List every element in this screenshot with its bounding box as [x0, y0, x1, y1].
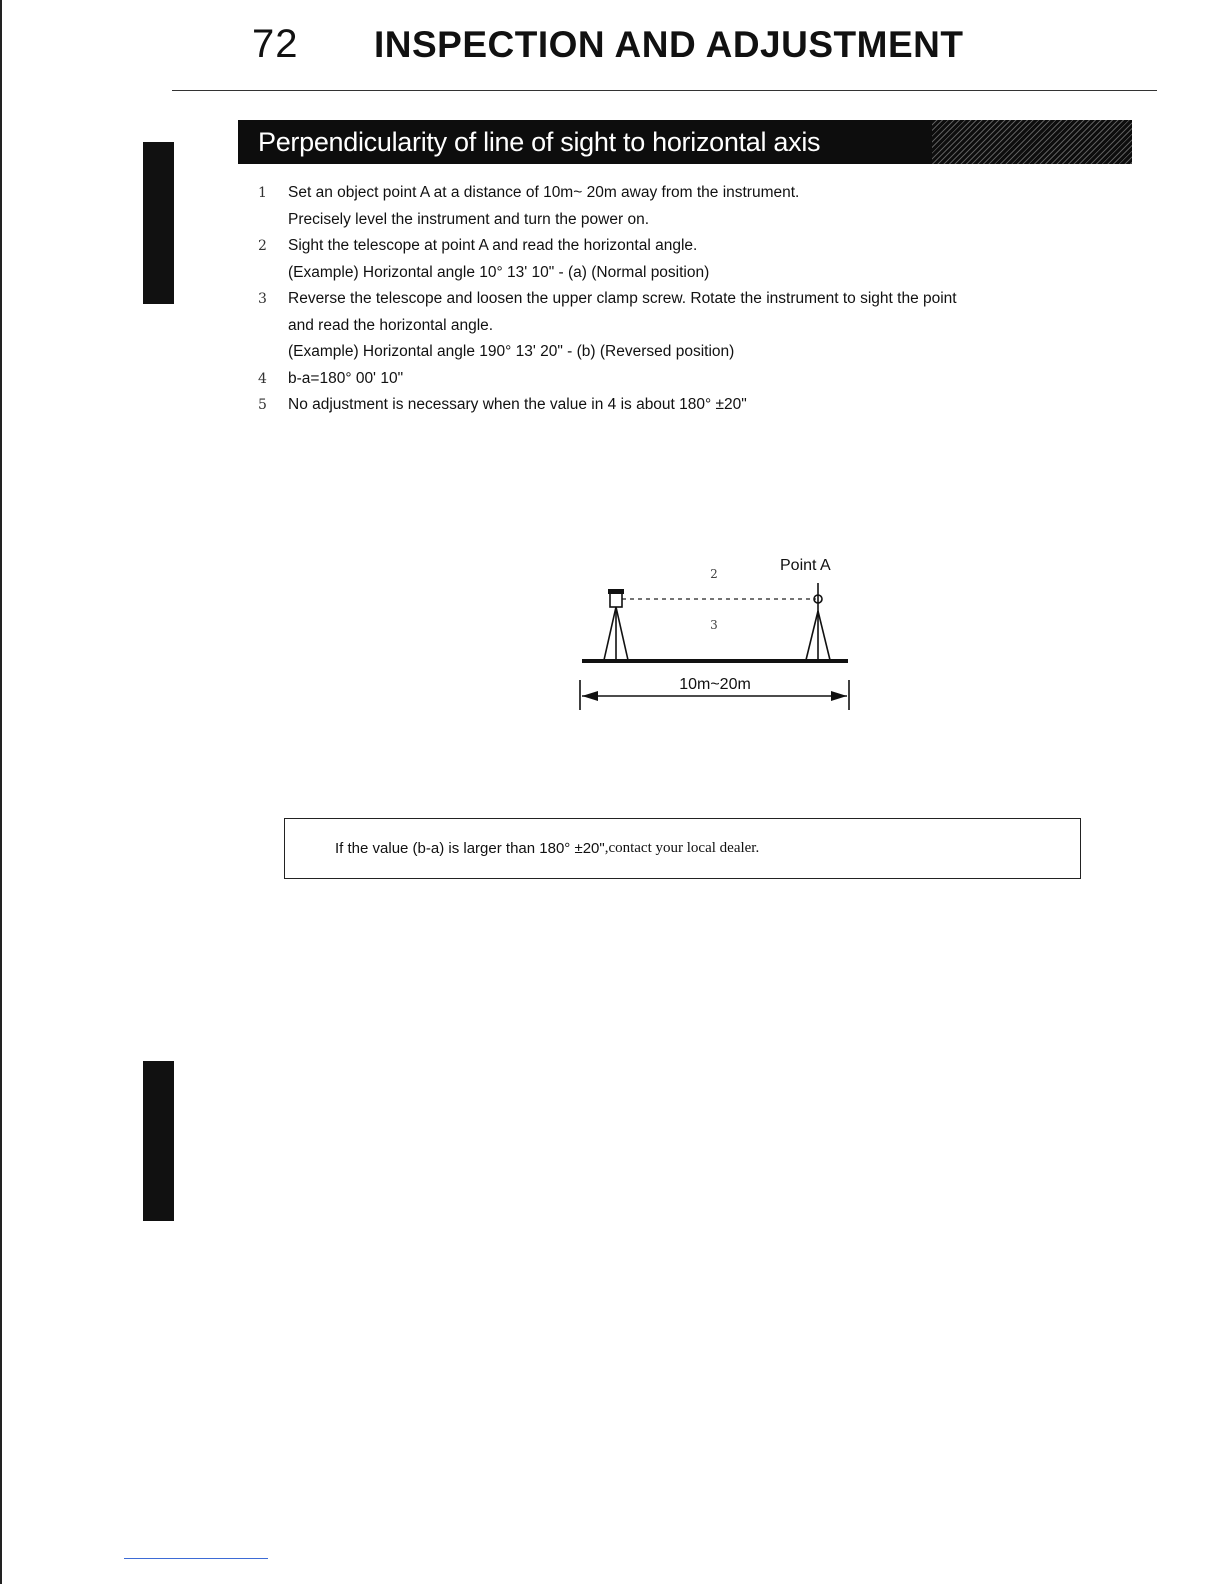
step-1	[258, 180, 1128, 207]
header-divider	[172, 90, 1157, 91]
section-banner	[238, 120, 1132, 164]
step-text-continued: Precisely level the instrument and turn the power on.	[288, 210, 649, 228]
step-number-icon: 5	[258, 397, 267, 413]
page-header	[252, 22, 963, 72]
target-tripod-icon	[806, 583, 830, 660]
step-text: No adjustment is necessary when the value in 4 is about 180° ±20"	[288, 396, 747, 413]
step-text: Set an object point A at a distance of 10m~ 20m away from the instrument.	[288, 184, 800, 201]
section-title: Perpendicularity of line of sight to horizontal axis	[258, 126, 821, 157]
note-text-tail: ,contact your local dealer.	[604, 840, 760, 856]
setup-diagram	[560, 545, 880, 725]
arrow-right-icon	[831, 691, 847, 701]
step-text-continued: (Example) Horizontal angle 10° 13' 10" - (a) (Normal position)	[288, 263, 710, 281]
ground-line	[582, 659, 848, 663]
note-text: If the value (b-a) is larger than 180° ±20"	[335, 840, 605, 857]
step-3	[258, 286, 1128, 313]
chapter-tab-marker-bottom	[143, 1061, 174, 1221]
footer-link-underline	[124, 1558, 268, 1559]
setup-diagram-svg	[560, 545, 880, 725]
arrow-left-icon	[582, 691, 598, 701]
chapter-title: INSPECTION AND ADJUSTMENT	[374, 24, 964, 65]
instrument-icon	[604, 589, 628, 660]
step-2-diagram-label: 2	[710, 567, 718, 581]
page-left-edge	[0, 0, 2, 1584]
note-box	[284, 818, 1081, 879]
step-4	[258, 366, 1128, 393]
step-text-continued: and read the horizontal angle.	[288, 316, 494, 334]
distance-label: 10m~20m	[679, 676, 751, 693]
chapter-tab-marker-top	[143, 142, 174, 304]
page-number: 72	[252, 22, 299, 66]
step-2	[258, 233, 1128, 260]
point-a-label: Point A	[780, 557, 831, 574]
step-text: b-a=180° 00' 10"	[288, 369, 404, 387]
procedure-steps	[258, 180, 1128, 419]
step-5	[258, 392, 1128, 419]
step-3-diagram-label: 3	[710, 618, 718, 632]
step-number-icon: 3	[258, 291, 267, 307]
step-number-icon: 2	[258, 238, 267, 254]
step-number-icon: 4	[258, 370, 267, 387]
step-text: Reverse the telescope and loosen the upper clamp screw. Rotate the instrument to sight the point	[288, 290, 957, 307]
banner-halftone-fade	[932, 120, 1132, 164]
step-number-icon: 1	[258, 185, 267, 201]
step-text: Sight the telescope at point A and read the horizontal angle.	[288, 237, 698, 254]
step-text-continued: (Example) Horizontal angle 190° 13' 20" - (b) (Reversed position)	[288, 343, 735, 360]
